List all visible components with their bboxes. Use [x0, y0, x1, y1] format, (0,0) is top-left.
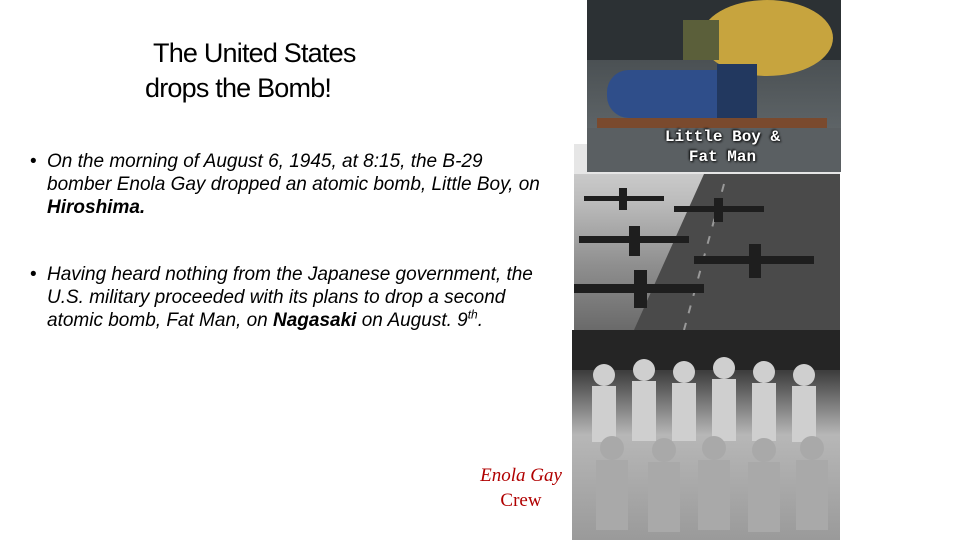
bullet-list: [30, 150, 540, 332]
bullet-dot-icon: •: [30, 264, 37, 285]
bullet2-end: .: [477, 310, 484, 331]
bullet2-after: on August. 9: [356, 310, 468, 331]
crew-photo: [572, 330, 840, 540]
title-line-1: The United States: [153, 38, 356, 68]
bullet1-bold: Hiroshima.: [47, 197, 146, 218]
bullet2-sup: th: [467, 307, 478, 322]
bullet1-text: On the morning of August 6, 1945, at 8:15, the B-29 bomber Enola Gay dropped an atomic bomb, Little Boy, on: [47, 151, 540, 195]
bullet2-text: Having heard nothing from the Japanese government, the U.S. military proceeded with its plans to drop a second atomic bomb, Fat Man, on: [47, 264, 533, 331]
title-line-2: drops the Bomb!: [145, 73, 332, 103]
crew-caption: [470, 463, 572, 513]
bombs-caption-line-1: Little Boy &: [664, 128, 781, 146]
slide-title: [145, 36, 445, 106]
bullet2-bold: Nagasaki: [273, 310, 357, 331]
bullet-nagasaki: [30, 263, 540, 332]
bullet-hiroshima: [30, 150, 540, 219]
crew-illustration: [572, 330, 840, 540]
bombs-caption: [655, 127, 790, 167]
bullet-dot-icon: •: [30, 151, 37, 172]
crew-caption-line-1: Enola Gay: [480, 465, 562, 486]
crew-caption-line-2: Crew: [500, 490, 542, 511]
bombs-caption-line-2: Fat Man: [688, 148, 757, 166]
